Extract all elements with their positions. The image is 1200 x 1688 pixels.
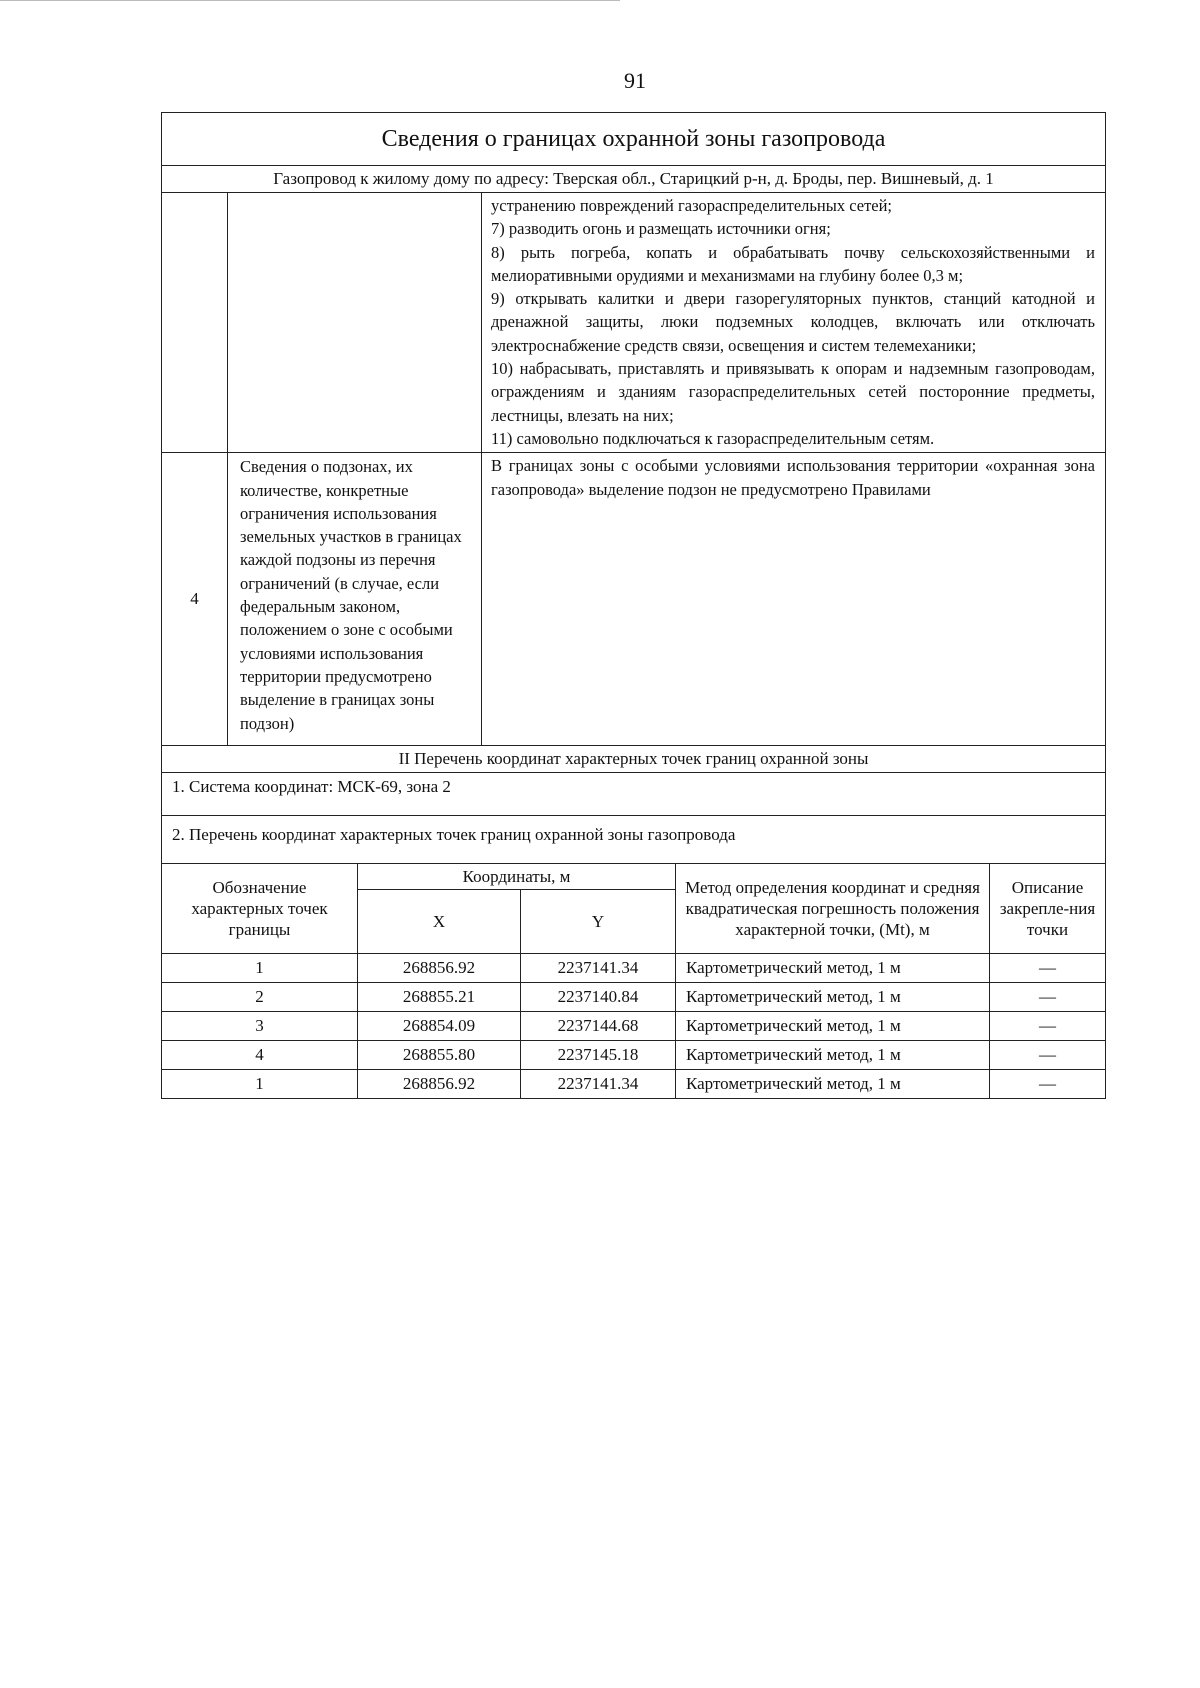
table-row	[162, 953, 1106, 982]
point-description: —	[990, 982, 1106, 1011]
document-sheet	[161, 112, 1105, 1099]
method: Картометрический метод, 1 м	[676, 953, 990, 982]
subzone-label: Сведения о подзонах, их количестве, конкретные ограничения использования земельных участков в границах каждой подзоны из перечня ограничений (в случае, если федеральным законом, положением о зоне с особыми условиями использования территории предусмотрено выделение в границах зоны подзон)	[228, 453, 482, 746]
restriction-line: 10) набрасывать, приставлять и привязывать к опорам и надземным газопроводам, ограждениям и зданиям газораспределительных сетей посторонние предметы, лестницы, влезать на них;	[491, 359, 1096, 425]
coord-x: 268856.92	[358, 1069, 521, 1098]
point-description: —	[990, 1011, 1106, 1040]
method: Картометрический метод, 1 м	[676, 1040, 990, 1069]
coord-y: 2237140.84	[521, 982, 676, 1011]
coord-x: 268855.21	[358, 982, 521, 1011]
header-x: X	[358, 889, 521, 953]
coordinates-list-heading: 2. Перечень координат характерных точек границ охранной зоны газопровода	[162, 815, 1106, 863]
zone-info-table	[161, 112, 1106, 864]
method: Картометрический метод, 1 м	[676, 1069, 990, 1098]
cont-label-cell	[228, 193, 482, 453]
coordinate-system: 1. Система координат: МСК-69, зона 2	[162, 772, 1106, 815]
point-description: —	[990, 1069, 1106, 1098]
subzone-text: В границах зоны с особыми условиями использования территории «охранная зона газопровода» выделение подзон не предусмотрено Правилами	[482, 453, 1106, 746]
coordinates-table	[161, 863, 1106, 1099]
point-id: 3	[162, 1011, 358, 1040]
row-number: 4	[162, 453, 228, 746]
header-y: Y	[521, 889, 676, 953]
point-description: —	[990, 953, 1106, 982]
method: Картометрический метод, 1 м	[676, 1011, 990, 1040]
coord-y: 2237141.34	[521, 1069, 676, 1098]
restriction-line: 8) рыть погреба, копать и обрабатывать почву сельскохозяйственными и мелиоративными орудиями и механизмами на глубину более 0,3 м;	[491, 242, 1096, 285]
point-description: —	[990, 1040, 1106, 1069]
point-id: 4	[162, 1040, 358, 1069]
restriction-line: устранению повреждений газораспределительных сетей;	[491, 196, 893, 215]
document-title: Сведения о границах охранной зоны газопровода	[162, 113, 1106, 166]
coord-x: 268856.92	[358, 953, 521, 982]
table-row	[162, 1011, 1106, 1040]
table-row	[162, 1069, 1106, 1098]
point-id: 1	[162, 1069, 358, 1098]
coord-y: 2237145.18	[521, 1040, 676, 1069]
cont-num-cell	[162, 193, 228, 453]
header-coordinates: Координаты, м	[358, 863, 676, 889]
point-id: 1	[162, 953, 358, 982]
table-row	[162, 1040, 1106, 1069]
point-id: 2	[162, 982, 358, 1011]
header-description: Описание закрепле-ния точки	[990, 863, 1106, 953]
header-method: Метод определения координат и средняя квадратическая погрешность положения характерной точки, (Mt), м	[676, 863, 990, 953]
restriction-line: 7) разводить огонь и размещать источники огня;	[491, 219, 831, 239]
restriction-line: 9) открывать калитки и двери газорегуляторных пунктов, станций катодной и дренажной защиты, люки подземных колодцев, включать или отключать электроснабжение средств связи, освещения и систем телемеханики;	[491, 289, 1096, 355]
scan-edge-line	[0, 0, 620, 1]
header-designation: Обозначение характерных точек границы	[162, 863, 358, 953]
method: Картометрический метод, 1 м	[676, 982, 990, 1011]
document-subtitle: Газопровод к жилому дому по адресу: Тверская обл., Старицкий р-н, д. Броды, пер. Вишневый, д. 1	[162, 166, 1106, 193]
page-number: 91	[624, 68, 646, 93]
restriction-line: 11) самовольно подключаться к газораспределительным сетям.	[491, 428, 935, 448]
table-row	[162, 982, 1106, 1011]
coord-x: 268854.09	[358, 1011, 521, 1040]
coord-y: 2237144.68	[521, 1011, 676, 1040]
coord-y: 2237141.34	[521, 953, 676, 982]
coord-x: 268855.80	[358, 1040, 521, 1069]
section-heading: II Перечень координат характерных точек границ охранной зоны	[162, 745, 1106, 772]
restrictions-continuation	[482, 193, 1106, 453]
